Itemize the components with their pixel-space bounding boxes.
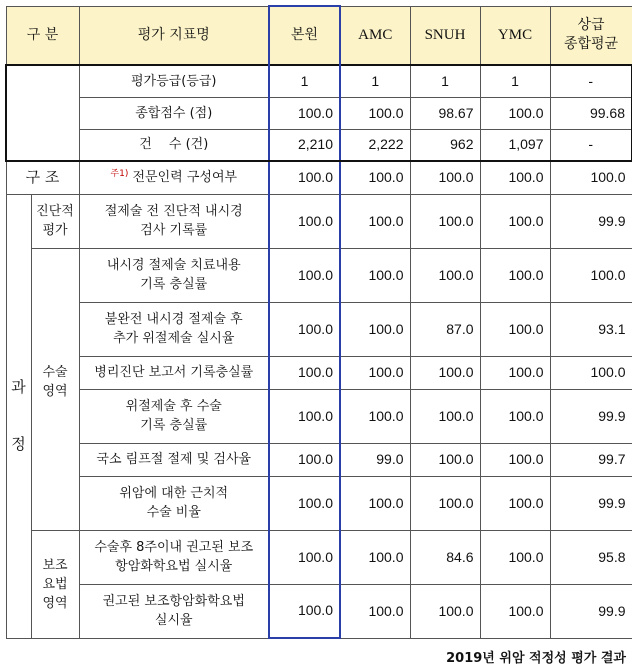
cell: 100.0 — [340, 161, 410, 194]
cell: 100.0 — [269, 530, 340, 584]
cell: 95.8 — [550, 530, 632, 584]
indicator-label — [79, 476, 269, 530]
label-line: 기록 충실률 — [140, 277, 208, 292]
cell: 1 — [480, 65, 550, 97]
cell: 100.0 — [410, 356, 480, 389]
cell: 100.0 — [269, 97, 340, 129]
cell: 100.0 — [550, 356, 632, 389]
cell: 1 — [410, 65, 480, 97]
group-name: 영역 — [42, 383, 68, 399]
summary-blank — [6, 65, 79, 161]
cell: 100.0 — [269, 584, 340, 638]
cell: 100.0 — [480, 302, 550, 356]
header-col-main: 본원 — [269, 6, 340, 65]
process-row — [6, 356, 632, 389]
label-line: 권고된 보조항암화학요법 — [102, 594, 245, 609]
evaluation-table — [5, 5, 632, 639]
summary-row-score — [6, 97, 632, 129]
label-line: 추가 위절제술 실시율 — [113, 331, 235, 346]
indicator-label — [79, 248, 269, 302]
cell: 100.0 — [340, 476, 410, 530]
group-name: 보조 — [42, 557, 68, 573]
group-adjuvant — [31, 530, 79, 638]
group-name: 평가 — [42, 223, 68, 238]
process-cat-1: 과 — [11, 378, 26, 396]
summary-label: 평가등급(등급) — [79, 65, 269, 97]
cell: 99.9 — [550, 476, 632, 530]
group-diagnostic — [31, 194, 79, 248]
cell: 99.0 — [340, 443, 410, 476]
cell: 100.0 — [410, 194, 480, 248]
cell: 100.0 — [340, 302, 410, 356]
cell: 99.68 — [550, 97, 632, 129]
cell: - — [550, 65, 632, 97]
cell: 99.9 — [550, 389, 632, 443]
indicator-label — [79, 389, 269, 443]
indicator-label: 국소 림프절 절제 및 검사율 — [79, 443, 269, 476]
cell: 100.0 — [269, 476, 340, 530]
cell: 100.0 — [480, 97, 550, 129]
cell: 100.0 — [340, 97, 410, 129]
cell: 1 — [340, 65, 410, 97]
group-name: 수술 — [42, 364, 68, 380]
cell: 99.7 — [550, 443, 632, 476]
process-row — [6, 584, 632, 638]
cell: 100.0 — [480, 161, 550, 194]
header-category: 구 분 — [6, 6, 79, 65]
indicator-label — [79, 194, 269, 248]
group-surgery — [31, 248, 79, 530]
group-name: 요법 — [42, 576, 68, 592]
structure-label — [79, 161, 269, 194]
cell: 100.0 — [269, 443, 340, 476]
cell: 100.0 — [340, 248, 410, 302]
cell: 84.6 — [410, 530, 480, 584]
cell: 100.0 — [269, 356, 340, 389]
group-name: 진단적 — [36, 204, 74, 219]
cell: 100.0 — [480, 476, 550, 530]
header-col-ymc: YMC — [480, 6, 550, 65]
process-row — [6, 530, 632, 584]
cell: 2,222 — [340, 129, 410, 161]
label-line: 수술 비율 — [146, 505, 201, 520]
cell: 98.67 — [410, 97, 480, 129]
cell: 100.0 — [340, 356, 410, 389]
cell: 100.0 — [410, 443, 480, 476]
structure-category: 구 조 — [6, 161, 79, 194]
cell: 100.0 — [269, 194, 340, 248]
cell: 100.0 — [340, 389, 410, 443]
header-indicator: 평가 지표명 — [79, 6, 269, 65]
structure-label-text: 전문인력 구성여부 — [132, 170, 238, 186]
cell: 100.0 — [269, 248, 340, 302]
process-row — [6, 389, 632, 443]
process-row — [6, 302, 632, 356]
cell: 100.0 — [550, 248, 632, 302]
label-line: 실시율 — [154, 613, 193, 628]
cell: 99.9 — [550, 584, 632, 638]
header-avg-line1: 상급 — [577, 17, 605, 34]
label-line: 항암화학요법 실시율 — [115, 559, 233, 574]
process-row — [6, 194, 632, 248]
process-row — [6, 476, 632, 530]
indicator-label — [79, 530, 269, 584]
group-name: 영역 — [42, 595, 68, 611]
footnote-marker: 주1) — [110, 169, 129, 180]
label-line: 내시경 절제술 치료내용 — [106, 258, 241, 273]
cell: 99.9 — [550, 194, 632, 248]
summary-label: 건 수 (건) — [79, 129, 269, 161]
cell: 2,210 — [269, 129, 340, 161]
process-row — [6, 443, 632, 476]
cell: 100.0 — [410, 476, 480, 530]
cell: 100.0 — [410, 389, 480, 443]
label-line: 위암에 대한 근치적 — [119, 486, 229, 501]
label-line: 위절제술 후 수술 — [125, 399, 222, 414]
cell: 100.0 — [410, 248, 480, 302]
cell: 87.0 — [410, 302, 480, 356]
label-line: 기록 충실률 — [140, 418, 208, 433]
label-line: 수술후 8주이내 권고된 보조 — [94, 540, 254, 555]
cell: 100.0 — [550, 161, 632, 194]
summary-label: 종합점수 (점) — [79, 97, 269, 129]
header-col-avg — [550, 6, 632, 65]
cell: 100.0 — [480, 194, 550, 248]
cell: 100.0 — [480, 389, 550, 443]
cell: 100.0 — [340, 194, 410, 248]
structure-row — [6, 161, 632, 194]
cell: 100.0 — [480, 443, 550, 476]
cell: 100.0 — [480, 530, 550, 584]
header-avg-line2: 종합평균 — [563, 36, 619, 53]
process-cat-2: 정 — [11, 435, 26, 453]
cell: 100.0 — [480, 248, 550, 302]
cell: 93.1 — [550, 302, 632, 356]
indicator-label — [79, 584, 269, 638]
cell: 100.0 — [340, 584, 410, 638]
cell: 1,097 — [480, 129, 550, 161]
cell: 100.0 — [269, 161, 340, 194]
cell: 100.0 — [340, 530, 410, 584]
cell: 100.0 — [480, 356, 550, 389]
label-line: 절제술 전 진단적 내시경 — [104, 204, 243, 219]
cell: 100.0 — [410, 584, 480, 638]
label-line: 불완전 내시경 절제술 후 — [104, 312, 243, 327]
summary-row-count — [6, 129, 632, 161]
cell: 100.0 — [269, 389, 340, 443]
process-row — [6, 248, 632, 302]
cell: 1 — [269, 65, 340, 97]
cell: 100.0 — [410, 161, 480, 194]
indicator-label — [79, 302, 269, 356]
header-row — [6, 6, 632, 65]
indicator-label: 병리진단 보고서 기록충실률 — [79, 356, 269, 389]
process-category — [6, 194, 31, 638]
header-col-amc: AMC — [340, 6, 410, 65]
header-col-snuh: SNUH — [410, 6, 480, 65]
cell: 100.0 — [269, 302, 340, 356]
table-caption: 2019년 위암 적정성 평가 결과 — [446, 651, 626, 666]
label-line: 검사 기록률 — [140, 223, 208, 238]
cell: - — [550, 129, 632, 161]
cell: 962 — [410, 129, 480, 161]
summary-row-grade — [6, 65, 632, 97]
cell: 100.0 — [480, 584, 550, 638]
